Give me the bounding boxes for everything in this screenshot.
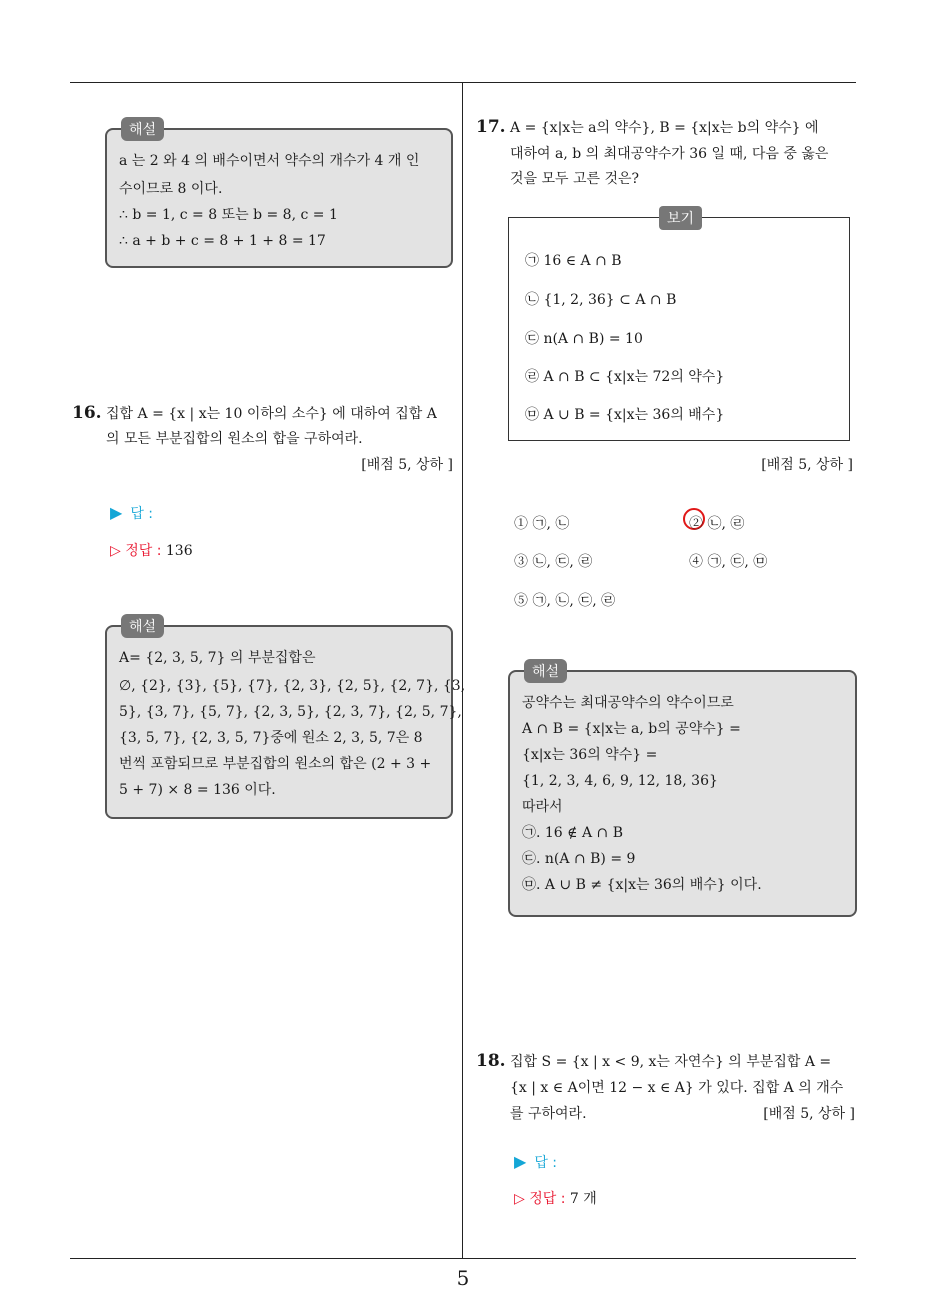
solution-line: 번씩 포함되므로 부분집합의 원소의 합은 (2 + 3 + [119,756,432,772]
solution-line: ∅, {2}, {3}, {5}, {7}, {2, 3}, {2, 5}, {2, 7}, {3, [119,678,466,694]
solution-tag: 해설 [121,117,164,141]
bogi-tag: 보기 [659,206,702,230]
solution-line: {3, 5, 7}, {2, 3, 5, 7}중에 원소 2, 3, 5, 7은 8 [119,730,423,746]
solution-line: A ∩ B = {x|x는 a, b의 공약수} = [522,721,741,737]
option-3[interactable]: ③ ㉡, ㉢, ㉣ [514,554,593,570]
correct-value: 136 [165,543,193,559]
bogi-item: ㉡ {1, 2, 36} ⊂ A ∩ B [525,292,677,308]
answer-row [514,1152,557,1172]
solution-line: {x|x는 36의 약수} = [522,747,658,763]
solution-box-16 [105,619,466,819]
bogi-item: ㉢ n(A ∩ B) = 10 [525,331,643,347]
option-5[interactable]: ⑤ ㉠, ㉡, ㉢, ㉣ [514,593,616,609]
question-text: 집합 A = {x | x는 10 이하의 소수} 에 대하여 집합 A [106,406,437,422]
solution-tag: 해설 [524,659,567,683]
question-number: 18. [476,1051,506,1071]
correct-answer-row [110,540,193,560]
option-1[interactable]: ① ㉠, ㉡ [514,516,570,532]
bogi-item: ㉣ A ∩ B ⊂ {x|x는 72의 약수} [525,369,725,385]
top-rule [70,82,856,83]
correct-label: 정답 : [125,543,162,559]
question-18 [476,1052,831,1071]
answer-label: 답 : [130,506,154,522]
solution-line: a 는 2 와 4 의 배수이면서 약수의 개수가 4 개 인 [119,153,420,169]
solution-line: 수이므로 8 이다. [119,181,223,197]
question-17 [476,118,819,137]
question-number: 17. [476,117,506,137]
score-label: [배점 5, 상하 ] [361,457,453,473]
question-16 [72,404,437,423]
solution-line: ㉠. 16 ∉ A ∩ B [522,825,624,841]
question-text: 집합 S = {x | x < 9, x는 자연수} 의 부분집합 A = [510,1054,832,1070]
play-triangle-icon: ▶ [514,1152,527,1171]
column-divider [462,83,463,1259]
bottom-rule [70,1258,856,1259]
question-text: {x | x ∈ A이면 12 − x ∈ A} 가 있다. 집합 A 의 개수 [510,1080,844,1096]
score-label: [배점 5, 상하 ] [761,457,853,473]
bogi-item: ㉤ A ∪ B = {x|x는 36의 배수} [525,407,725,423]
outline-triangle-icon: ▷ [514,1191,530,1207]
correct-label: 정답 : [529,1191,566,1207]
answer-row [110,503,153,523]
solution-tag: 해설 [121,614,164,638]
solution-box-17 [508,664,857,917]
question-text: 대하여 a, b 의 최대공약수가 36 일 때, 다음 중 옳은 [510,146,829,162]
solution-line: ㉤. A ∪ B ≠ {x|x는 36의 배수} 이다. [522,877,762,893]
score-label: [배점 5, 상하 ] [763,1106,855,1122]
solution-line: 5}, {3, 7}, {5, 7}, {2, 3, 5}, {2, 3, 7}, {2, 5, 7}, [119,704,462,720]
solution-line: 5 + 7) × 8 = 136 이다. [119,782,276,798]
answer-label: 답 : [534,1155,558,1171]
solution-line: ㉢. n(A ∩ B) = 9 [522,851,636,867]
question-text: 를 구하여라. [510,1106,587,1122]
question-number: 16. [72,403,102,423]
question-text: 것을 모두 고른 것은? [510,171,640,187]
option-4[interactable]: ④ ㉠, ㉢, ㉤ [689,554,768,570]
solution-line: 따라서 [522,799,563,815]
solution-line: {1, 2, 3, 4, 6, 9, 12, 18, 36} [522,773,718,789]
play-triangle-icon: ▶ [110,503,123,522]
page-number: 5 [456,1266,470,1290]
solution-line: ∴ b = 1, c = 8 또는 b = 8, c = 1 [119,207,338,223]
question-text: 의 모든 부분집합의 원소의 합을 구하여라. [106,431,363,447]
bogi-box [508,211,850,441]
solution-box-15 [105,122,453,268]
solution-line: A= {2, 3, 5, 7} 의 부분집합은 [119,650,316,666]
solution-line: 공약수는 최대공약수의 약수이므로 [522,695,734,711]
outline-triangle-icon: ▷ [110,543,126,559]
bogi-item: ㉠ 16 ∈ A ∩ B [525,253,622,269]
option-2[interactable]: ② ㉡, ㉣ [689,516,745,532]
solution-line: ∴ a + b + c = 8 + 1 + 8 = 17 [119,233,326,249]
question-text: A = {x|x는 a의 약수}, B = {x|x는 b의 약수} 에 [510,120,819,136]
correct-answer-row [514,1188,597,1208]
correct-value: 7 개 [569,1191,597,1207]
